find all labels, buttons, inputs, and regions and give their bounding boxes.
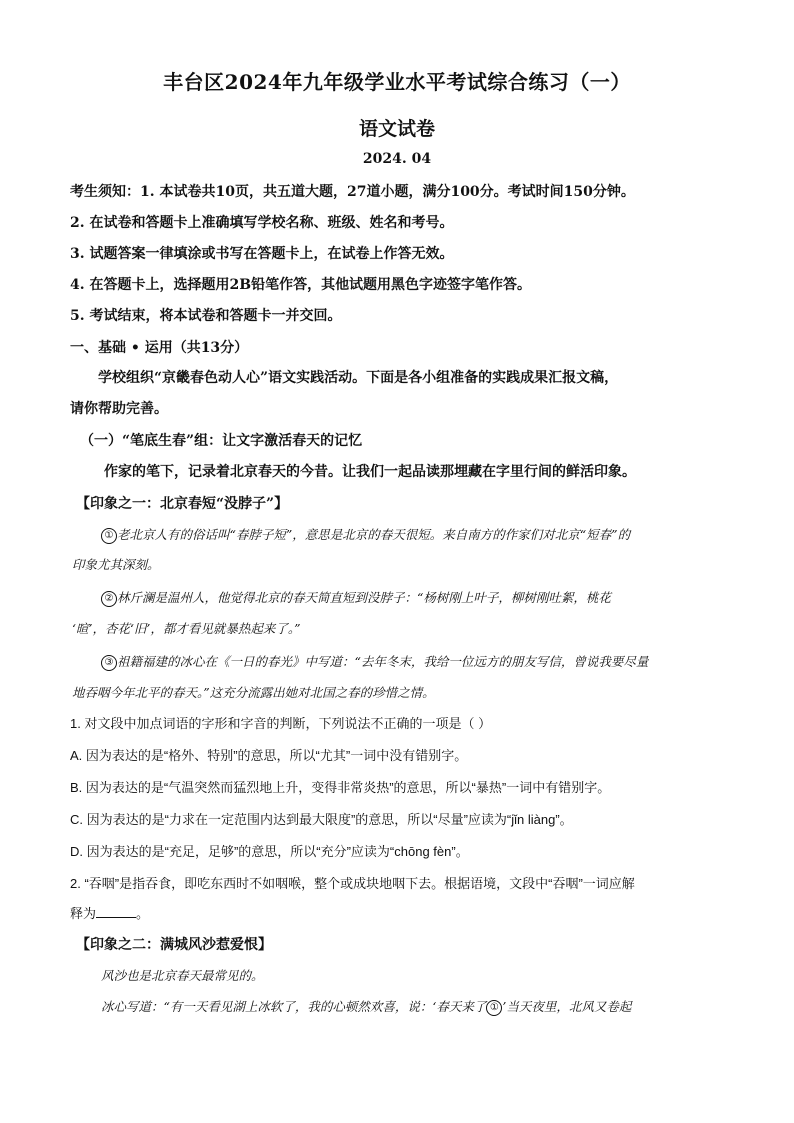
question-2-line2 [70, 903, 730, 922]
exam-date: 2024. 04 [362, 151, 432, 167]
notice-line-5: 5. 考试结束，将本试卷和答题卡一并交回。 [70, 308, 342, 324]
exam-subtitle: 语文试卷 [358, 118, 435, 140]
passage-paragraph-2-line1 [101, 588, 761, 607]
passage-paragraph-1-line1 [101, 525, 761, 544]
question-2-text: 释为 [70, 906, 97, 921]
passage-paragraph-3-line2: 地吞咽今年北平的春天。”这充分流露出她对北国之春的珍惜之情。 [72, 685, 435, 700]
exam-title: 丰台区2024年九年级学业水平考试综合练习（一） [163, 70, 631, 94]
passage-text: 林斤澜是温州人，他觉得北京的春天简直短到没脖子：“杨树刚上叶子，柳树刚吐絮，桃花 [117, 590, 611, 605]
section2-line1: 风沙也是北京春天最常见的。 [101, 968, 264, 983]
question-1-option-a: A. 因为表达的是“格外、特别”的意思，所以“尤其”一词中没有错别字。 [70, 748, 468, 763]
notice-line-4: 4. 在答题卡上，选择题用2B铅笔作答，其他试题用黑色字迹签字笔作答。 [70, 277, 532, 293]
passage-paragraph-3-line1 [101, 652, 761, 671]
impression1-heading: 【印象之一：北京春短“没脖子”】 [76, 496, 289, 512]
passage-text: 老北京人有的俗话叫“春脖子短”，意思是北京的春天很短。来自南方的作家们对北京“短春”的 [117, 527, 631, 542]
passage-paragraph-2-line2: ‘暄’，杏花‘旧’，都才看见就暴热起来了。” [72, 621, 301, 636]
notice-line-2: 2. 在试卷和答题卡上准确填写学校名称、班级、姓名和考号。 [70, 215, 454, 231]
section1-heading: 一、基础 • 运用（共13分） [70, 340, 249, 356]
passage-text: ’当天夜里，北风又卷起 [502, 999, 632, 1014]
notice-line-1: 考生须知：1. 本试卷共10页，共五道大题，27道小题，满分100分。考试时间150分钟。 [70, 184, 635, 200]
passage-text: 冰心写道：“有一天看见湖上冰软了，我的心顿然欢喜，说：‘春天来了 [101, 999, 487, 1014]
group1-heading: （一）“笔底生春”组：让文字激活春天的记忆 [80, 433, 363, 449]
passage-paragraph-1-line2: 印象尤其深刻。 [72, 557, 160, 572]
question-1-option-b: B. 因为表达的是“气温突然而猛烈地上升，变得非常炎热”的意思，所以“暴热”一词中有错别字。 [70, 780, 611, 795]
question-1-stem: 1. 对文段中加点词语的字形和字音的判断，下列说法不正确的一项是（ ） [70, 716, 492, 731]
question-2-end: 。 [136, 906, 150, 921]
section2-line2 [101, 997, 761, 1016]
notice-line-3: 3. 试题答案一律填涂或书写在答题卡上，在试卷上作答无效。 [70, 246, 454, 262]
section1-intro-line1: 学校组织“京畿春色动人心”语文实践活动。下面是各小组准备的实践成果汇报文稿， [98, 370, 619, 386]
group1-intro: 作家的笔下，记录着北京春天的今昔。让我们一起品读那埋藏在字里行间的鲜活印象。 [104, 464, 636, 480]
question-2-line1: 2. “吞咽”是指吞食，即吃东西时不如咽喉，整个或成块地咽下去。根据语境，文段中“吞咽”一词应解 [70, 876, 635, 891]
circled-number-2: ② [101, 591, 117, 607]
circled-number-3: ③ [101, 655, 117, 671]
circled-blank-1: ① [486, 1000, 502, 1016]
impression2-heading: 【印象之二：满城风沙惹爱恨】 [76, 937, 272, 953]
question-1-option-c: C. 因为表达的是“力求在一定范围内达到最大限度”的意思，所以“尽量”应读为“jǐn liàng”。 [70, 812, 573, 827]
answer-blank[interactable] [96, 905, 136, 918]
passage-text: 祖籍福建的冰心在《一日的春光》中写道：“去年冬末，我给一位远方的朋友写信，曾说我要尽量 [117, 654, 649, 669]
circled-number-1: ① [101, 528, 117, 544]
section1-intro-line2: 请你帮助完善。 [70, 401, 168, 417]
question-1-option-d: D. 因为表达的是“充足，足够”的意思，所以“充分”应读为“chōng fèn”。 [70, 844, 469, 859]
